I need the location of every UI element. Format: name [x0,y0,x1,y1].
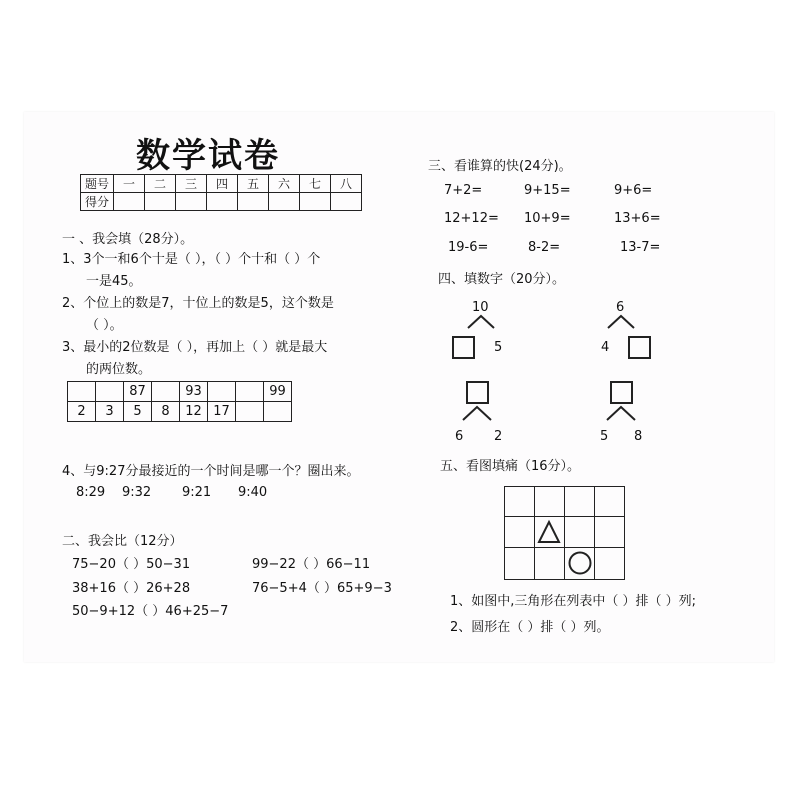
number-cell [152,382,180,402]
question-4-text: 4、与9:27分最接近的一个时间是哪一个？圈出来。 [62,464,360,479]
score-cell [114,193,145,211]
tree-top-number: 6 [616,300,625,315]
number-cell [264,402,292,422]
score-cell [331,193,362,211]
number-cell: 99 [264,382,292,402]
score-cell: 三 [176,175,207,193]
score-cell [145,193,176,211]
number-cell: 93 [180,382,208,402]
answer-box[interactable] [628,336,651,359]
answer-box[interactable] [452,336,475,359]
number-cell [68,382,96,402]
position-grid [504,486,624,579]
grid-rows [504,516,625,548]
score-cell [238,193,269,211]
number-cell: 12 [180,402,208,422]
number-cell: 2 [68,402,96,422]
question-3-text-cont: 的两位数。 [86,362,152,377]
split-lines-icon [606,314,636,330]
split-lines-icon [460,404,494,422]
compare-item: 50−9+12（ ）46+25−7 [72,604,229,619]
score-table-score-row [81,193,362,211]
number-cell: 5 [124,402,152,422]
number-cell [236,382,264,402]
tree-right-number: 2 [494,429,503,444]
tree-left-number: 5 [600,429,609,444]
calc-item: 9+15= [524,183,571,198]
answer-box[interactable] [466,381,489,404]
tree-left-number: 4 [601,340,610,355]
section-1-heading: 一 、我会填（28分）。 [62,232,194,247]
number-cell [236,402,264,422]
score-table [80,174,362,211]
page-title: 数学试卷 [136,136,280,176]
question-5-2-text: 2、圆形在（ ）排（ ）列。 [450,620,610,635]
number-grid-row [68,402,292,422]
score-cell [269,193,300,211]
score-cell: 八 [331,175,362,193]
score-cell: 二 [145,175,176,193]
calc-item: 9+6= [614,183,653,198]
score-cell: 五 [238,175,269,193]
number-grid-row [68,382,292,402]
number-cell: 87 [124,382,152,402]
calc-item: 19-6= [448,240,489,255]
score-table-header-row [81,175,362,193]
calc-item: 10+9= [524,211,571,226]
compare-item: 99−22（ ）66−11 [252,557,371,572]
calc-item: 12+12= [444,211,499,226]
number-cell [96,382,124,402]
score-cell: 得分 [81,193,114,211]
time-option: 9:32 [122,485,152,500]
question-2-text-cont: （ ）。 [86,318,123,333]
number-grid [67,381,292,422]
answer-box[interactable] [610,381,633,404]
time-option: 8:29 [76,485,106,500]
score-cell: 四 [207,175,238,193]
calc-item: 7+2= [444,183,483,198]
calc-item: 13-7= [620,240,661,255]
question-1-text-cont: 一是45。 [86,274,142,289]
tree-right-number: 8 [634,429,643,444]
section-3-heading: 三、看谁算的快(24分)。 [428,159,572,174]
score-cell: 一 [114,175,145,193]
score-cell: 题号 [81,175,114,193]
section-2-heading: 二、我会比（12分） [62,534,183,549]
number-cell [208,382,236,402]
question-2-text: 2、个位上的数是7，十位上的数是5，这个数是 [62,296,334,311]
split-lines-icon [604,404,638,422]
question-1-text: 1、3个一和6个十是（ ），（ ）个十和（ ）个 [62,252,321,267]
score-cell: 六 [269,175,300,193]
number-cell: 17 [208,402,236,422]
time-option: 9:21 [182,485,212,500]
question-3-text: 3、最小的2位数是（ ），再加上（ ）就是最大 [62,340,328,355]
tree-right-number: 5 [494,340,503,355]
split-lines-icon [466,314,496,330]
tree-left-number: 6 [455,429,464,444]
compare-item: 75−20（ ）50−31 [72,557,191,572]
number-cell: 3 [96,402,124,422]
compare-item: 76−5+4（ ）65+9−3 [252,581,392,596]
score-cell [207,193,238,211]
section-4-heading: 四、填数字（20分）。 [438,272,566,287]
section-5-heading: 五、看图填痛（16分）。 [440,459,581,474]
tree-top-number: 10 [472,300,489,315]
circle-icon [567,549,593,577]
calc-item: 8-2= [528,240,561,255]
score-cell: 七 [300,175,331,193]
number-cell: 8 [152,402,180,422]
compare-item: 38+16（ ）26+28 [72,581,191,596]
score-cell [176,193,207,211]
calc-item: 13+6= [614,211,661,226]
time-option: 9:40 [238,485,268,500]
question-5-1-text: 1、如图中,三角形在列表中（ ）排（ ）列; [450,594,697,609]
triangle-icon [537,519,561,545]
score-cell [300,193,331,211]
